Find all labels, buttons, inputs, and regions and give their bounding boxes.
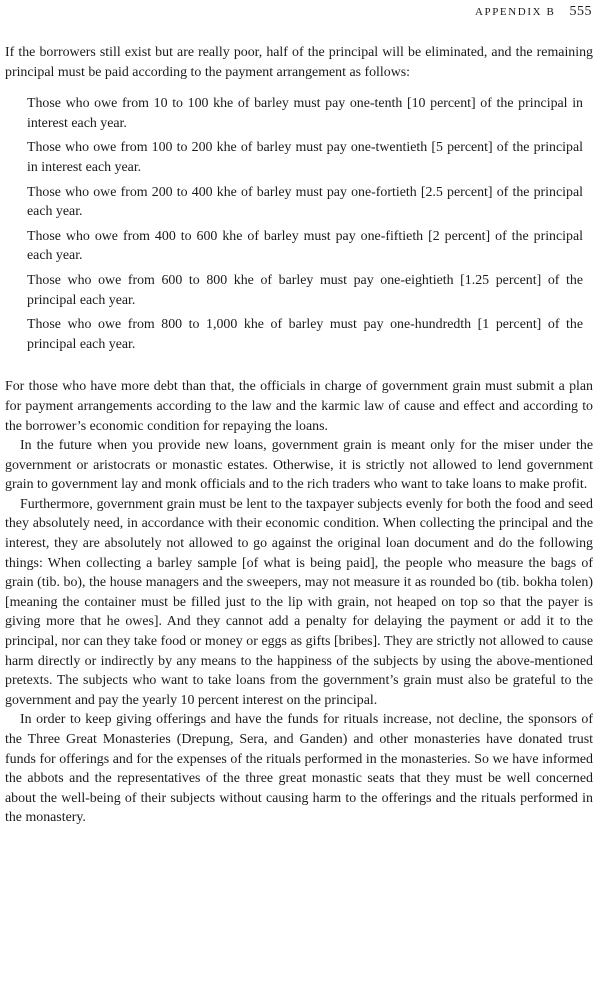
more-debt-paragraph: For those who have more debt than that, the officials in charge of government grain must submit a plan for payment arrangements according to the law and the karmic law of cause and effect and according to the borrower’s economic condition for repaying the loans. bbox=[5, 379, 593, 434]
schedule-item: Those who owe from 200 to 400 khe of barley must pay one-fortieth [2.5 percent] of the principal each year. bbox=[27, 184, 583, 220]
taxpayers-paragraph: Furthermore, government grain must be lent to the taxpayer subjects evenly for both the food and seed they absolutely need, in accordance with their economic condition. When collecting the principal and the interest, they are absolutely not allowed to go against the original loan document and do the following things: When collecting a barley sample [of what is being paid], the people who measure the bags of grain (tib. bo), the house managers and the sweepers, may not measure it as rounded bo (tib. bokha tolen) [meaning the container must be filled just to the lip with grain, not heaped on top so that the payer is giving more that he owes]. And they cannot add a penalty for delaying the payment or add it to the principal, nor can they take food or money or eggs as gifts [bribes]. They are strictly not allowed to cause harm directly or indirectly by any means to the happiness of the subjects by using the above-mentioned pretexts. The subjects who want to take loans from the government’s grain must also be grateful to the government and pay the yearly 10 percent interest on the principal. bbox=[5, 496, 593, 708]
schedule-item: Those who owe from 10 to 100 khe of barley must pay one-tenth [10 percent] of the principal in interest each year. bbox=[27, 96, 583, 131]
payment-schedule bbox=[5, 94, 593, 354]
running-head-label: APPENDIX B bbox=[474, 6, 556, 18]
schedule-item: Those who owe from 600 to 800 khe of barley must pay one-eightieth [1.25 percent] of the principal each year. bbox=[27, 272, 583, 308]
offerings-paragraph: In order to keep giving offerings and have the funds for rituals increase, not decline, the sponsors of the Three Great Monasteries (Drepung, Sera, and Ganden) and other monasteries have donated trust funds for offerings and for the expenses of the rituals performed in the monasteries. So we have informed the abbots and the representatives of the three great monastic seats that they must be well concerned about the well-being of their subjects without causing harm to the offerings and the rituals performed in the monastery. bbox=[5, 712, 593, 826]
body-text bbox=[5, 43, 593, 828]
schedule-item: Those who owe from 800 to 1,000 khe of barley must pay one-hundredth [1 percent] of the principal each year. bbox=[27, 317, 583, 352]
running-head bbox=[475, 4, 592, 20]
intro-paragraph: If the borrowers still exist but are really poor, half of the principal will be eliminated, and the remaining principal must be paid according to the payment arrangement as follows: bbox=[5, 45, 593, 80]
schedule-item: Those who owe from 400 to 600 khe of barley must pay one-fiftieth [2 percent] of the principal each year. bbox=[27, 228, 583, 264]
page-number: 555 bbox=[569, 4, 592, 19]
schedule-item: Those who owe from 100 to 200 khe of barley must pay one-twentieth [5 percent] of the principal in interest each year. bbox=[27, 140, 583, 175]
new-loans-paragraph: In the future when you provide new loans, government grain is meant only for the miser under the government or aristocrats or monastic estates. Otherwise, it is strictly not allowed to lend government grain to government lay and monk officials and to the rich traders who want to take loans to make profit. bbox=[5, 438, 593, 493]
